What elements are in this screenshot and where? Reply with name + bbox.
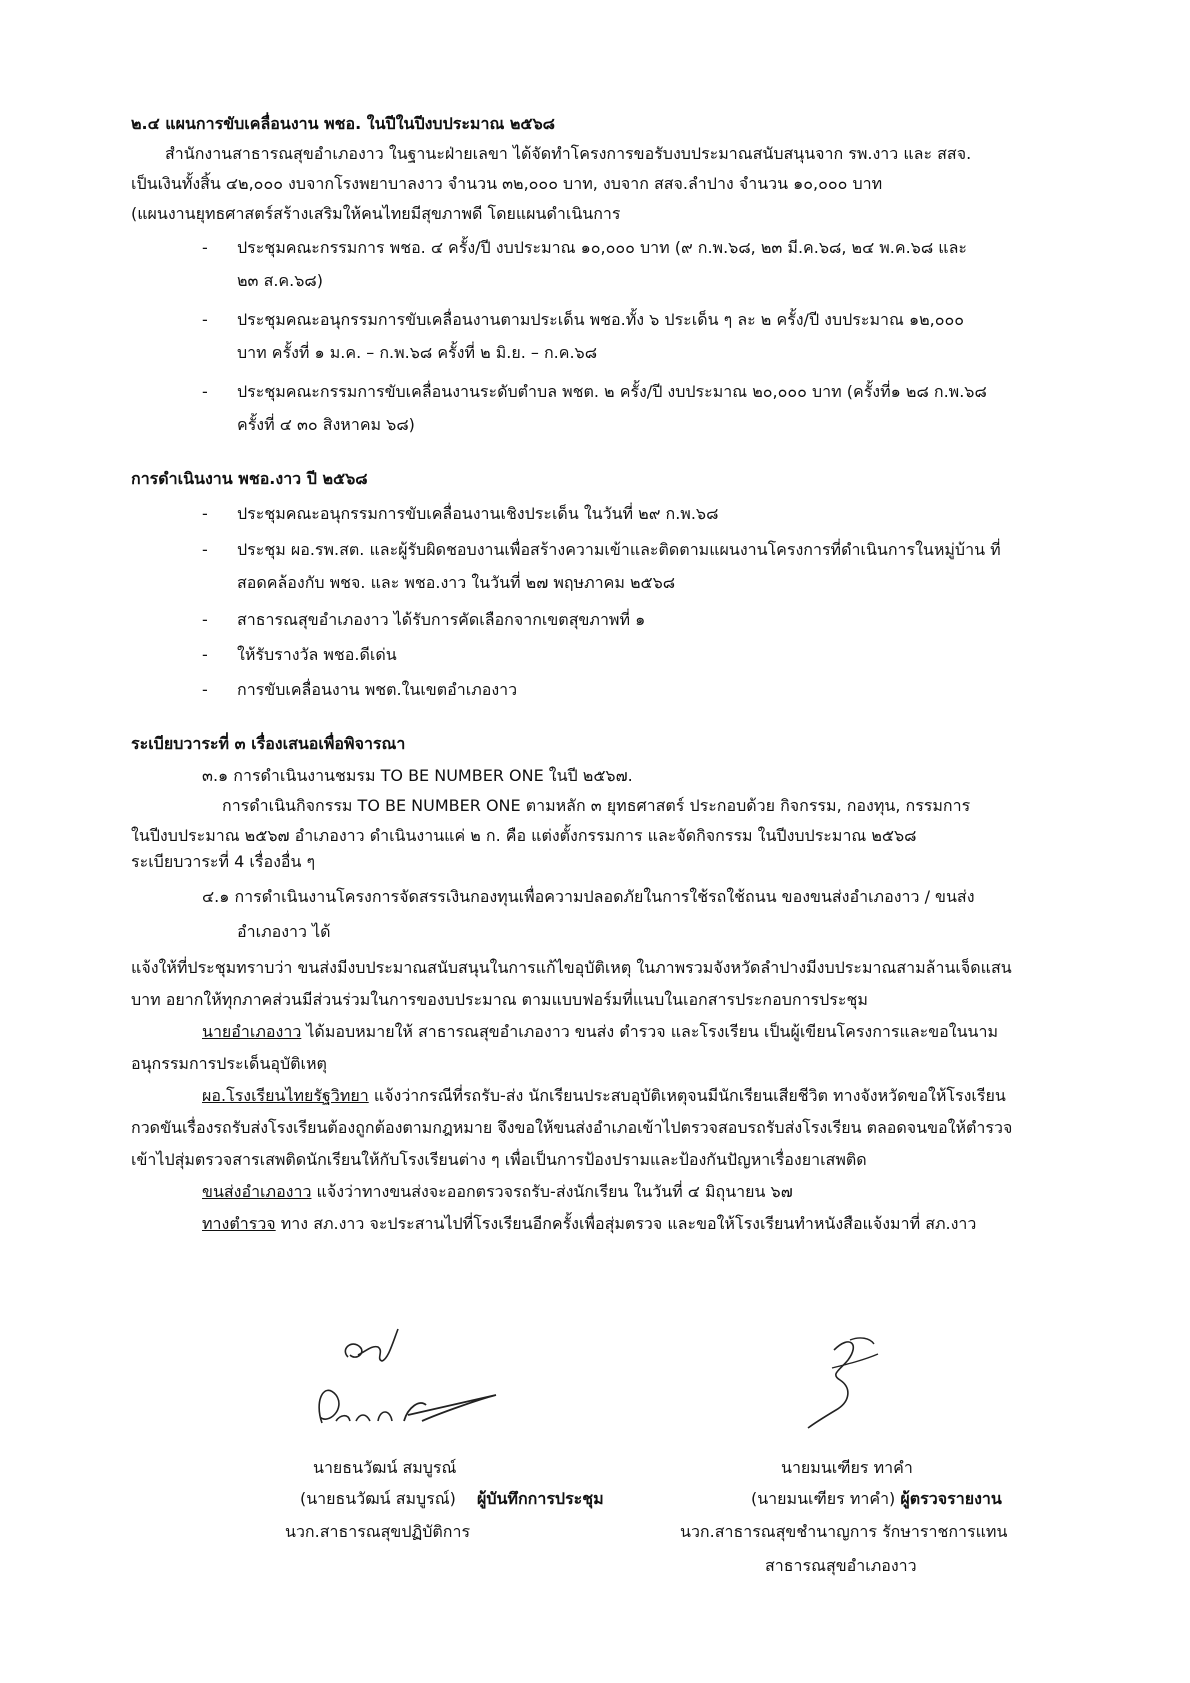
- school-director-line: กวดขันเรื่องรถรับส่งโรงเรียนต้องถูกต้องตามกฎหมาย จึงขอให้ขนส่งอำเภอเข้าไปตรวจสอบรถรับส่งโรงเรียน ตลอดจนขอให้ตำรวจ: [131, 1118, 1013, 1137]
- district-chief-text: ได้มอบหมายให้ สาธารณสุขอำเภองาว ขนส่ง ตำรวจ และโรงเรียน เป็นผู้เขียนโครงการและขอในนาม: [301, 1022, 998, 1041]
- transport-office-line: [202, 1182, 793, 1202]
- operations-bullet-line: ประชุม ผอ.รพ.สต. และผู้รับผิดชอบงานเพื่อสร้างความเข้าและติดตามแผนงานโครงการที่ดำเนินการในหมู่บ้าน ที่: [237, 540, 1001, 559]
- left-signer-name-paren: (นายธนวัฒน์ สมบูรณ์): [300, 1489, 456, 1508]
- left-signature-graphic: [300, 1325, 510, 1435]
- bullet-dash: -: [202, 382, 208, 401]
- plan-bullet-line: ครั้งที่ ๔ ๓๐ สิงหาคม ๖๘): [237, 415, 415, 434]
- right-signer-role: ผู้ตรวจรายงาน: [900, 1489, 1002, 1508]
- bullet-dash: -: [202, 610, 208, 629]
- bullet-dash: -: [202, 540, 208, 559]
- police-line: [202, 1214, 976, 1234]
- plan-bullet-line: ประชุมคณะกรรมการ พชอ. ๔ ครั้ง/ปี งบประมาณ ๑๐,๐๐๐ บาท (๙ ก.พ.๖๘, ๒๓ มี.ค.๖๘, ๒๔ พ.ค.๖๘ และ: [237, 238, 967, 257]
- school-director-text: แจ้งว่ากรณีที่รถรับ-ส่ง นักเรียนประสบอุบัติเหตุจนมีนักเรียนเสียชีวิต ทางจังหวัดขอให้โรงเรียน: [368, 1086, 1006, 1105]
- agenda-3-item-title: ๓.๑ การดำเนินงานชมรม TO BE NUMBER ONE ในปี ๒๕๖๗.: [202, 766, 633, 785]
- district-chief-line: [202, 1022, 998, 1042]
- operations-bullet-line: ให้รับรางวัล พชอ.ดีเด่น: [237, 645, 397, 664]
- bullet-dash: -: [202, 504, 208, 523]
- police-label: ทางตำรวจ: [202, 1214, 276, 1233]
- operations-bullet-line: สาธารณสุขอำเภองาว ได้รับการคัดเลือกจากเขตสุขภาพที่ ๑: [237, 610, 646, 629]
- section-2-4-heading: ๒.๔ แผนการขับเคลื่อนงาน พชอ. ในปีในปีงบประมาณ ๒๕๖๘: [131, 114, 556, 133]
- left-signer-name: นายธนวัฒน์ สมบูรณ์: [313, 1458, 457, 1477]
- bullet-dash: -: [202, 310, 208, 329]
- plan-bullet-line: ๒๓ ส.ค.๖๘): [237, 271, 323, 290]
- right-signer-name: นายมนเฑียร ทาคำ: [781, 1458, 913, 1477]
- plan-bullet-line: บาท ครั้งที่ ๑ ม.ค. – ก.พ.๖๘ ครั้งที่ ๒ มิ.ย. – ก.ค.๖๘: [237, 343, 598, 362]
- left-signer-line: [300, 1489, 604, 1509]
- school-director-label: ผอ.โรงเรียนไทยรัฐวิทยา: [202, 1086, 369, 1105]
- bullet-dash: -: [202, 238, 208, 257]
- agenda-4-heading: ระเบียบวาระที่ 4 เรื่องอื่น ๆ: [131, 852, 316, 871]
- plan-bullet-line: ประชุมคณะอนุกรรมการขับเคลื่อนงานตามประเด็น พชอ.ทั้ง ๖ ประเด็น ๆ ละ ๒ ครั้ง/ปี งบประมาณ ๑๒,๐๐๐: [237, 310, 965, 329]
- section-2-4-para-line: (แผนงานยุทธศาสตร์สร้างเสริมให้คนไทยมีสุขภาพดี โดยแผนดำเนินการ: [131, 204, 621, 223]
- right-signer-name-paren: (นายมนเฑียร ทาคำ): [751, 1489, 896, 1508]
- operations-heading: การดำเนินงาน พชอ.งาว ปี ๒๕๖๘: [131, 469, 368, 488]
- left-signer-role: ผู้บันทึกการประชุม: [476, 1489, 604, 1508]
- operations-bullet-line: สอดคล้องกับ พชจ. และ พชอ.งาว ในวันที่ ๒๗ พฤษภาคม ๒๕๖๘: [237, 573, 676, 592]
- school-director-line: [202, 1086, 1006, 1106]
- agenda-4-inform-line: แจ้งให้ที่ประชุมทราบว่า ขนส่งมีงบประมาณสนับสนุนในการแก้ไขอุบัติเหตุ ในภาพรวมจังหวัดลำปางมีงบประมาณสามล้านเจ็ดแสน: [131, 958, 1012, 977]
- section-2-4-para-line: สำนักงานสาธารณสุขอำเภองาว ในฐานะฝ่ายเลขา ได้จัดทำโครงการขอรับงบประมาณสนับสนุนจาก รพ.งาว และ สสจ.: [165, 144, 972, 163]
- bullet-dash: -: [202, 680, 208, 699]
- police-text: ทาง สภ.งาว จะประสานไปที่โรงเรียนอีกครั้งเพื่อสุ่มตรวจ และขอให้โรงเรียนทำหนังสือแจ้งมาที่ สภ.งาว: [275, 1214, 977, 1233]
- right-signer-position: นวก.สาธารณสุขชำนาญการ รักษาราชการแทน: [680, 1522, 1008, 1541]
- school-director-line: เข้าไปสุ่มตรวจสารเสพติดนักเรียนให้กับโรงเรียนต่าง ๆ เพื่อเป็นการป้องปรามและป้องกันปัญหาเรื่องยาเสพติด: [131, 1150, 867, 1169]
- left-signer-position: นวก.สาธารณสุขปฏิบัติการ: [285, 1522, 471, 1541]
- agenda-4-item-line: ๔.๑ การดำเนินงานโครงการจัดสรรเงินกองทุนเพื่อความปลอดภัยในการใช้รถใช้ถนน ของขนส่งอำเภองาว / ขนส่ง: [202, 887, 975, 906]
- operations-bullet-line: ประชุมคณะอนุกรรมการขับเคลื่อนงานเชิงประเด็น ในวันที่ ๒๙ ก.พ.๖๘: [237, 504, 719, 523]
- right-signer-office: สาธารณสุขอำเภองาว: [765, 1556, 917, 1575]
- agenda-3-line: การดำเนินกิจกรรม TO BE NUMBER ONE ตามหลัก ๓ ยุทธศาสตร์ ประกอบด้วย กิจกรรม, กองทุน, กรรมการ: [222, 796, 971, 815]
- section-2-4-para-line: เป็นเงินทั้งสิ้น ๔๒,๐๐๐ งบจากโรงพยาบาลงาว จำนวน ๓๒,๐๐๐ บาท, งบจาก สสจ.ลำปาง จำนวน ๑๐,๐๐๐ บาท: [131, 174, 883, 193]
- transport-office-text: แจ้งว่าทางขนส่งจะออกตรวจรถรับ-ส่งนักเรียน ในวันที่ ๔ มิถุนายน ๖๗: [311, 1182, 793, 1201]
- agenda-3-heading: ระเบียบวาระที่ ๓ เรื่องเสนอเพื่อพิจารณา: [131, 734, 406, 753]
- bullet-dash: -: [202, 645, 208, 664]
- right-signature-graphic: [790, 1330, 900, 1430]
- district-chief-line: อนุกรรมการประเด็นอุบัติเหตุ: [131, 1054, 327, 1073]
- agenda-4-inform-line: บาท อยากให้ทุกภาคส่วนมีส่วนร่วมในการของบประมาณ ตามแบบฟอร์มที่แนบในเอกสารประกอบการประชุม: [131, 990, 868, 1009]
- district-chief-label: นายอำเภองาว: [202, 1022, 302, 1041]
- agenda-3-line: ในปีงบประมาณ ๒๕๖๗ อำเภองาว ดำเนินงานแค่ ๒ ก. คือ แต่งตั้งกรรมการ และจัดกิจกรรม ในปีงบประมาณ ๒๕๖๘: [131, 826, 917, 845]
- plan-bullet-line: ประชุมคณะกรรมการขับเคลื่อนงานระดับตำบล พชต. ๒ ครั้ง/ปี งบประมาณ ๒๐,๐๐๐ บาท (ครั้งที่๑ ๒๘ ก.พ.๖๘: [237, 382, 987, 401]
- transport-office-label: ขนส่งอำเภองาว: [202, 1182, 312, 1201]
- agenda-4-item-line: อำเภองาว ได้: [237, 922, 331, 941]
- operations-bullet-line: การขับเคลื่อนงาน พชต.ในเขตอำเภองาว: [237, 680, 518, 699]
- right-signer-line: [751, 1489, 1002, 1509]
